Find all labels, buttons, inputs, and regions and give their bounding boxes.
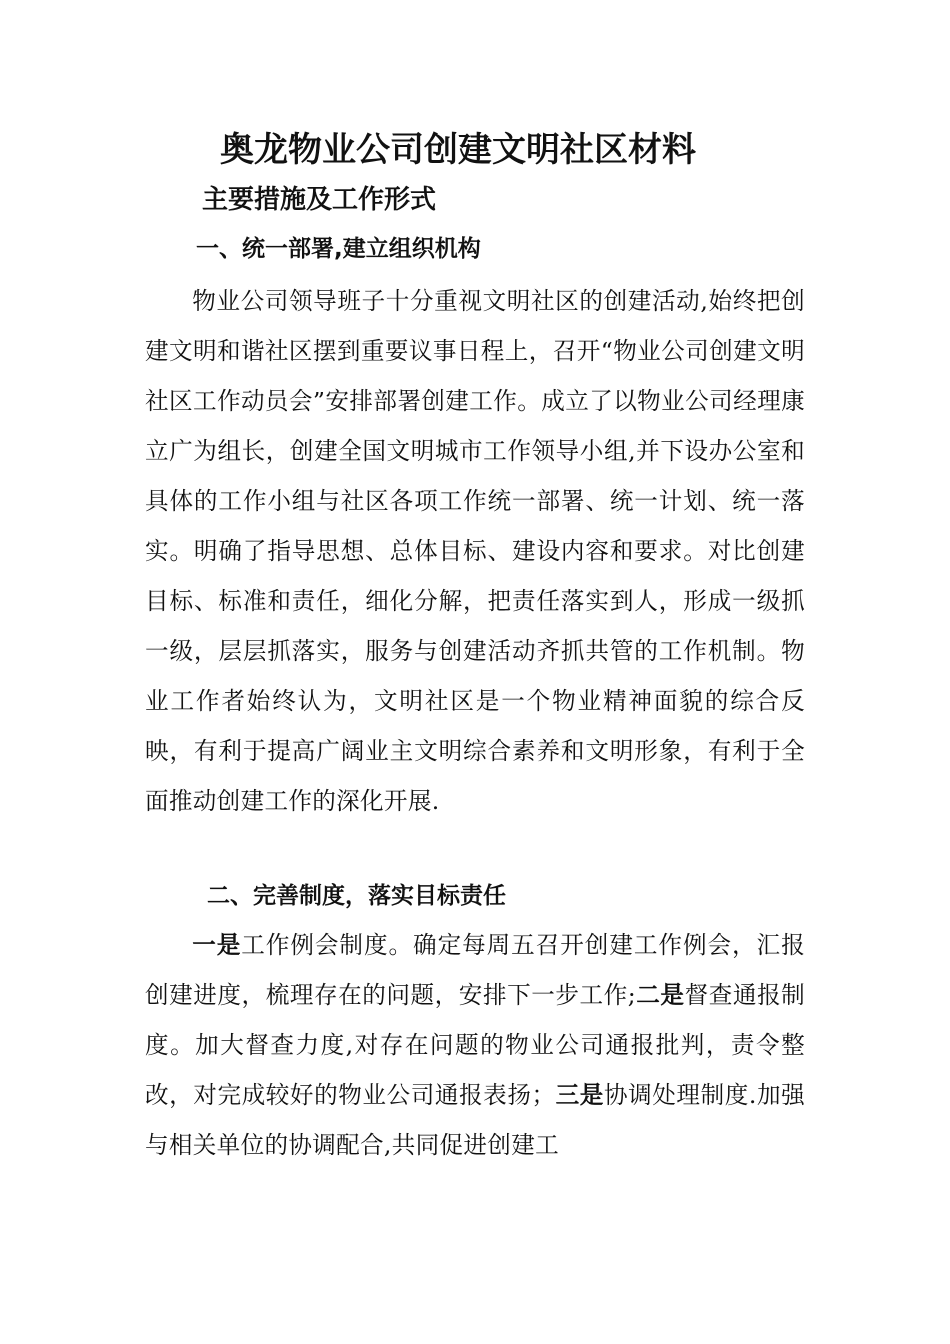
section-1-paragraph: 物业公司领导班子十分重视文明社区的创建活动,始终把创建文明和谐社区摆到重要议事日程上，召开“物业公司创建文明社区工作动员会”安排部署创建工作。成立了以物业公司经理康立广为组长，创建全国文明城市工作领导小组,并下设办公室和具体的工作小组与社区各项工作统一部署、统一计划、统一落实。明确了指导思想、总体目标、建设内容和要求。对比创建目标、标准和责任，细化分解，把责任落实到人，形成一级抓一级，层层抓落实，服务与创建活动齐抓共管的工作机制。物业工作者始终认为，文明社区是一个物业精神面貌的综合反映，有利于提高广阔业主文明综合素养和文明形象，有利于全面推动创建工作的深化开展. [145, 287, 805, 815]
lead-item-3: 三是 [555, 1081, 604, 1109]
item-1-text: 工作例会制度。确定每周五召开创建工作例会，汇报创建进度，梳理存在的问题，安排下一步工作; [145, 931, 805, 1009]
document-title: 奥龙物业公司创建文明社区材料 [220, 130, 696, 170]
item-3-text: 协调处理制度.加强与相关单位的协调配合,共同促进创建工 [145, 1081, 805, 1159]
document-subtitle: 主要措施及工作形式 [202, 185, 437, 215]
section-2-paragraph [145, 920, 805, 1170]
lead-item-2: 二是 [636, 981, 685, 1009]
lead-item-1: 一是 [192, 931, 242, 959]
section-heading-2: 二、完善制度，落实目标责任 [207, 883, 506, 909]
section-heading-1: 一、统一部署,建立组织机构 [196, 236, 481, 262]
item-2-text: 督查通报制度。加大督查力度,对存在问题的物业公司通报批判，责令整改，对完成较好的物业公司通报表扬； [145, 981, 806, 1109]
